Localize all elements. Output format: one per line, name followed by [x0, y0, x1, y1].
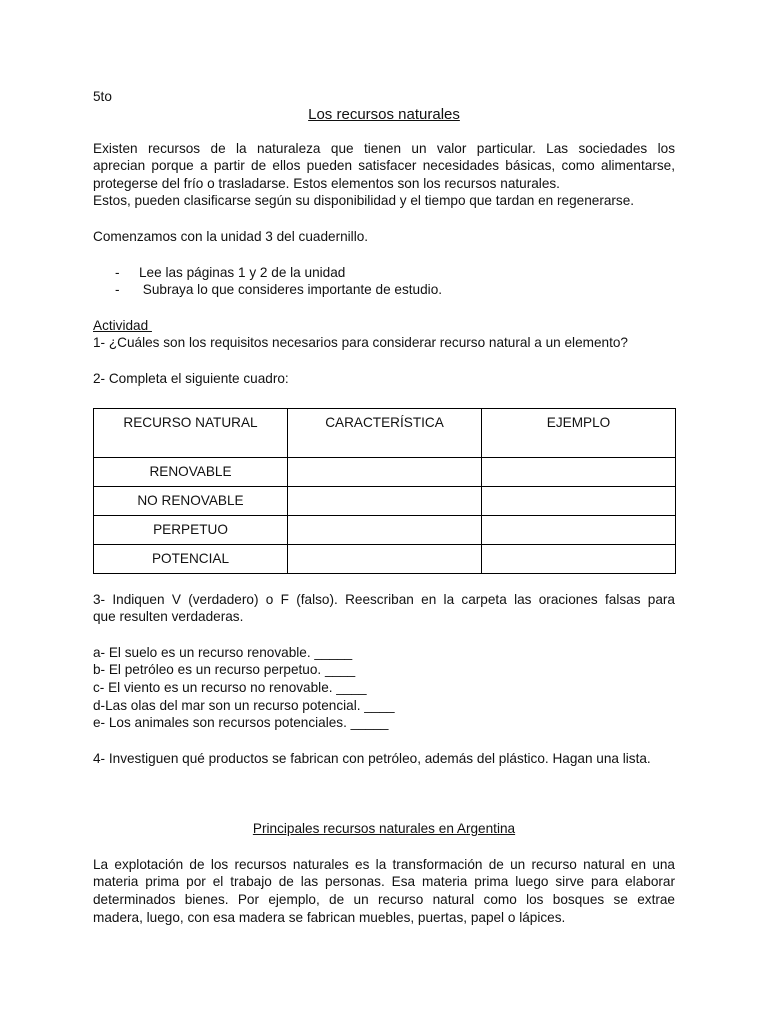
blank-cell[interactable] [482, 457, 676, 486]
question-1: 1- ¿Cuáles son los requisitos necesarios para considerar recurso natural a un elemento? [93, 335, 628, 351]
row-label: RENOVABLE [94, 457, 288, 486]
list-item: d-Las olas del mar son un recurso potencial. ____ [93, 697, 395, 713]
table-row [94, 486, 676, 515]
row-label: POTENCIAL [94, 544, 288, 573]
grade-label: 5to [93, 89, 112, 104]
question-2: 2- Completa el siguiente cuadro: [93, 370, 289, 386]
task-text: Subraya lo que consideres importante de estudio. [139, 282, 443, 298]
blank-cell[interactable] [288, 486, 482, 515]
blank-cell[interactable] [288, 544, 482, 573]
list-item: e- Los animales son recursos potenciales. _____ [93, 715, 389, 731]
list-item: c- El viento es un recurso no renovable. ____ [93, 679, 367, 695]
intro-line: aprecian porque a partir de ellos pueden satisfacer necesidades básicas, como alimentarse, [93, 158, 675, 174]
section-title: Principales recursos naturales en Argentina [252, 821, 516, 837]
activity-heading: Actividad [93, 317, 152, 333]
table-row [94, 544, 676, 573]
section-line: La explotación de los recursos naturales es la transformación de un recurso natural en una [93, 856, 675, 872]
table-header-row [94, 408, 676, 457]
blank-cell[interactable] [288, 457, 482, 486]
intro-line: Estos, pueden clasificarse según su disponibilidad y el tiempo que tardan en regenerarse. [93, 193, 635, 209]
list-item: a- El suelo es un recurso renovable. _____ [93, 644, 353, 660]
intro-line: protegerse del frío o trasladarse. Estos elementos son los recursos naturales. [93, 175, 560, 191]
header-cell-resource: RECURSO NATURAL [94, 408, 288, 457]
resource-table [93, 408, 676, 574]
header-cell-characteristic: CARACTERÍSTICA [288, 408, 482, 457]
blank-cell[interactable] [482, 486, 676, 515]
row-label: NO RENOVABLE [94, 486, 288, 515]
dash-bullet: - [115, 264, 120, 280]
task-text: Lee las páginas 1 y 2 de la unidad [139, 264, 346, 280]
section-paragraph [93, 856, 675, 926]
table-row [94, 515, 676, 544]
section-line: materia prima por el trabajo de las personas. Esa materia prima luego sirve para elaborar [93, 874, 675, 890]
question-4: 4- Investiguen qué productos se fabrican con petróleo, además del plástico. Hagan una lista. [93, 750, 651, 766]
blank-cell[interactable] [482, 515, 676, 544]
list-item [93, 264, 675, 282]
task-list [93, 264, 675, 299]
document-content [93, 88, 675, 926]
question-3-line: que resulten verdaderas. [93, 609, 244, 625]
dash-bullet: - [115, 282, 120, 298]
blank-cell[interactable] [482, 544, 676, 573]
section-line: madera, luego, con esa madera se fabrican muebles, puertas, papel o lápices. [93, 909, 566, 925]
document-title: Los recursos naturales [308, 105, 460, 123]
section-line: determinados bienes. Por ejemplo, de un recurso natural como los bosques se extrae [93, 892, 675, 908]
intro-paragraph [93, 140, 675, 210]
statement-list [93, 644, 675, 732]
row-label: PERPETUO [94, 515, 288, 544]
start-note: Comenzamos con la unidad 3 del cuadernillo. [93, 228, 369, 244]
header-cell-example: EJEMPLO [482, 408, 676, 457]
list-item: b- El petróleo es un recurso perpetuo. ____ [93, 662, 356, 678]
table-row [94, 457, 676, 486]
question-3-line: 3- Indiquen V (verdadero) o F (falso). Reescriban en la carpeta las oraciones falsas para [93, 591, 675, 607]
question-3 [93, 591, 675, 626]
blank-cell[interactable] [288, 515, 482, 544]
list-item [93, 281, 675, 299]
intro-line: Existen recursos de la naturaleza que tienen un valor particular. Las sociedades los [93, 140, 675, 156]
